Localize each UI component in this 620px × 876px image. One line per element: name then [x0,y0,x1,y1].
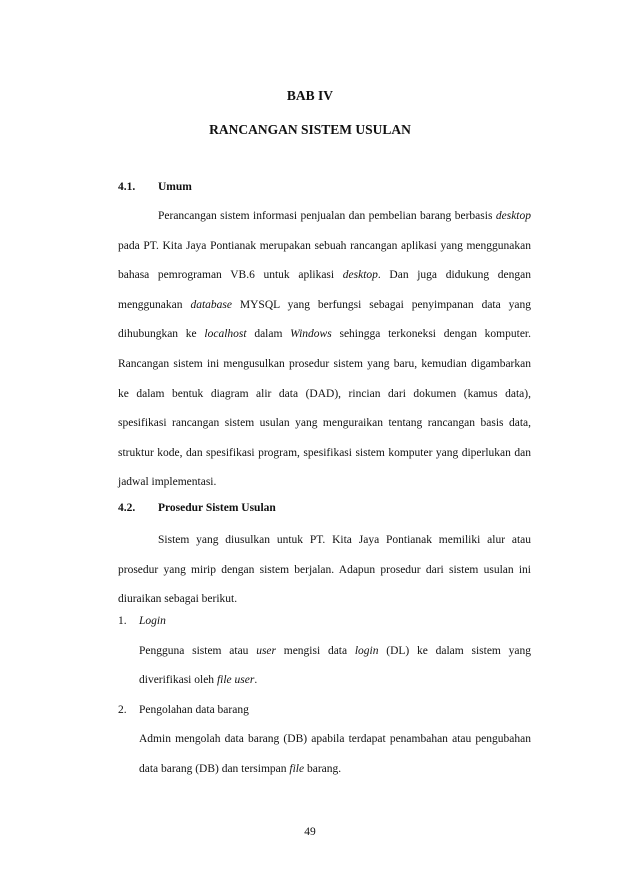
section-heading-4-1 [118,181,192,193]
text-run: MYSQL yang berfungsi sebagai penyimpanan data yang dihubungkan ke [118,298,531,341]
text-run: mengisi data [276,644,355,657]
list-item [118,696,531,726]
section-title: Umum [158,181,192,193]
italic-term: user [256,644,276,657]
section-heading-4-2 [118,502,276,514]
section-number: 4.2. [118,502,136,514]
text-run: Perancangan sistem informasi penjualan dan pembelian barang berbasis [158,210,496,222]
list-item-title: Pengolahan data barang [139,703,249,716]
text-run: Admin mengolah data barang (DB) apabila terdapat penambahan atau pengubahan data barang (DB) dan tersimpan [139,733,531,775]
text-run: dalam [246,328,291,341]
list-number: 1. [118,615,127,627]
section-2-body [118,526,531,615]
italic-term: desktop [495,210,531,222]
italic-term: database [190,298,232,311]
text-run: . Dan juga didukung dengan menggunakan [118,269,531,311]
italic-term: file user [216,674,255,687]
text-run: barang. [304,762,342,775]
chapter-number: BAB IV [286,88,334,103]
section-title: Prosedur Sistem Usulan [158,502,276,514]
list-item-text [139,637,531,696]
list-item-title: Login [139,615,166,627]
italic-term: file [289,762,305,775]
italic-term: localhost [204,328,247,341]
section-1-body [118,202,531,498]
paragraph [118,202,531,498]
italic-term: Windows [290,328,332,341]
text-run: . [254,674,258,687]
text-run: (DL) ke dalam sistem yang diverifikasi oleh [139,644,531,687]
text-run: pada PT. Kita Jaya Pontianak merupakan sebuah rancangan aplikasi yang menggunakan bahasa pemrograman VB.6 untuk aplikasi [118,239,531,282]
italic-term: desktop [342,269,378,282]
text-run: sehingga terkoneksi dengan komputer. Rancangan sistem ini mengusulkan prosedur sistem yang baru, kemudian digambarkan ke dalam bentuk diagram alir data (DAD), rincian dari dokumen (kamus data), spesifikasi rancangan sistem usulan yang menguraikan tentang rancangan basis data, struktur kode, dan spesifikasi program, spesifikasi sistem komputer yang diperlukan dan jadwal implementasi. [118,328,532,489]
chapter-title: RANCANGAN SISTEM USULAN [209,122,411,137]
section-number: 4.1. [118,181,136,193]
list-item [118,607,531,637]
paragraph: Sistem yang diusulkan untuk PT. Kita Jaya Pontianak memiliki alur atau prosedur yang mirip dengan sistem berjalan. Adapun prosedur dari sistem usulan ini diuraikan sebagai berikut. [118,534,531,606]
procedure-list [118,607,531,785]
list-item-text [139,725,531,784]
page-number: 49 [304,826,316,838]
italic-term: login [354,644,379,657]
list-number: 2. [118,703,127,716]
text-run: Pengguna sistem atau [139,644,257,657]
